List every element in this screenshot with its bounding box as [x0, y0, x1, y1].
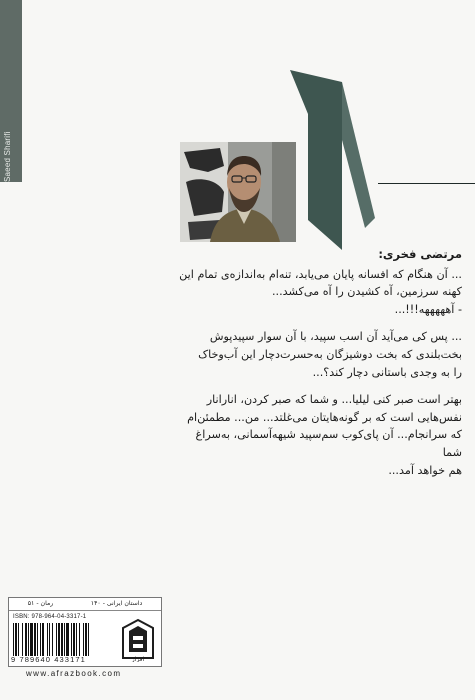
publisher-emblem-icon: [280, 70, 375, 250]
catalog-category: داستان ایرانی - ۱۴۰: [90, 600, 143, 607]
text-line: بهتر است صبر کنی لیلیا... و شما که صبر کردن، انارانار: [206, 393, 462, 407]
photographer-credit: Saeed Sharifi: [3, 131, 12, 182]
text-line: نفس‌هایی است که بر گونه‌هایتان می‌غلتد... من... مطمئن‌ام: [187, 410, 462, 424]
barcode-panel: [8, 597, 162, 667]
paragraph-3: [176, 391, 462, 479]
text-line: ... آن هنگام که افسانه پایان می‌یابد، تنه‌ام به‌اندازه‌ی تمام این: [179, 267, 462, 281]
back-cover-text: [176, 246, 462, 479]
text-line: بخت‌بلندی که بخت دوشیزگان به‌حسرت‌دچار این آب‌وخاک: [198, 347, 462, 361]
spine-strip: [0, 0, 22, 182]
text-line: کهنه سرزمین، آه کشیدن را آه می‌کشد...: [271, 285, 462, 299]
publisher-website: www.afrazbook.com: [26, 669, 122, 678]
text-line: ... پس کی می‌آید آن اسب سپید، با آن سوار سپیدپوش: [209, 330, 462, 344]
publisher-name: افراز: [131, 656, 145, 662]
text-line: که سرانجام... آن پای‌کوب سم‌سپید شیهه‌آسمانی، به‌سراغ شما: [195, 428, 462, 459]
paragraph-2: [176, 328, 462, 381]
text-line: - آهههههه!!!...: [394, 302, 462, 316]
author-photo: [180, 142, 296, 242]
catalog-row: [9, 598, 161, 611]
barcode-digits: 9 789640 433171: [11, 655, 86, 664]
barcode-bars: [13, 623, 115, 656]
text-line: هم خواهد آمد...: [388, 463, 462, 477]
author-name: مرتضی فخری:: [378, 247, 462, 261]
catalog-series: رمان - ۵۱: [27, 600, 54, 607]
text-line: را به وجدی باستانی دچار کند؟...: [312, 365, 462, 379]
divider-line: [378, 183, 475, 184]
publisher-logo-icon: [121, 618, 155, 662]
paragraph-1: [176, 266, 462, 319]
isbn-label: ISBN: 978-964-04-3317-1: [13, 614, 87, 620]
